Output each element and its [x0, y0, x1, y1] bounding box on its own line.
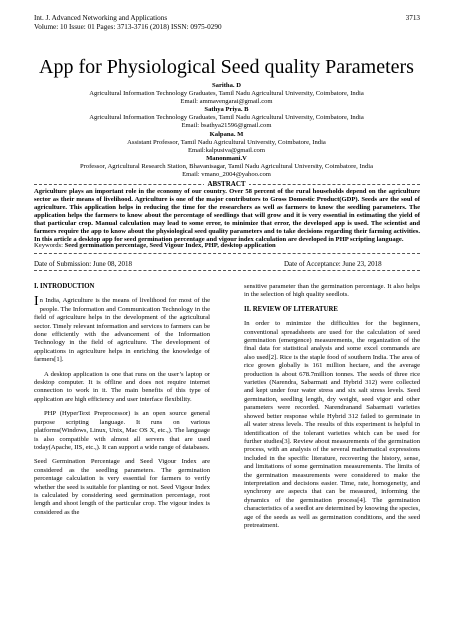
keywords [34, 242, 420, 250]
dates-top-rule [34, 253, 420, 254]
author-affiliation: Professor, Agricultural Research Station, Bhavanisagar, Tamil Nadu Agricultural University, Coimbatore, India [79, 162, 374, 170]
keywords-list: Seed germination percentage, Seed Vigour Index, PHP, desktop application [64, 242, 276, 249]
author-name: Saritha. D [212, 82, 241, 89]
right-column [244, 283, 420, 536]
paper-title: App for Physiological Seed quality Parameters [39, 56, 414, 78]
drop-cap: I [34, 294, 39, 310]
author-email: Email: ammavengarai@gmail.com [180, 98, 273, 106]
abstract-body: Agriculture plays an important role in the economy of our country. Over 58 percent of the rural households depend on the agriculture sector as their means of livelihood. Agriculture is one of the major contributors to Gross Domestic Product(GDP). Seeds are the soul of agriculture. This application helps in reducing the time for the researchers as well as farmers to know the seedling parameters. The application helps the farmers to know about the percentage of seedlings that will grow and it is very essential in estimating the yield of that particular crop. Manual calculation may lead to some error, to minimize that error, the developed app is used. The scientist and farmers require the app to know about the physiological seed quality parameters and to take decisions regarding their farming activities. In this article a desktop app for seed germination percentage and vigour index calculation are developed in PHP scripting language. [34, 188, 420, 244]
author-name: Kalpana. M [209, 130, 244, 138]
body-paragraph [34, 294, 210, 364]
author-name: Sathya Priya. B [204, 106, 249, 114]
page-number: 3713 [405, 14, 420, 22]
body-paragraph: sensitive parameter than the germination percentage. It also helps in the selection of high quality seedlots. [244, 283, 420, 299]
journal-name: Int. J. Advanced Networking and Applications [34, 14, 168, 22]
author-email: Email:kalpusiva@gmail.com [188, 146, 265, 154]
abstract-heading [0, 180, 453, 188]
author-name: Manonmani.V [206, 154, 247, 162]
author-affiliation: Assistant Professor, Tamil Nadu Agricultural University, Coimbatore, India [127, 138, 326, 146]
journal-volume: Volume: 10 Issue: 01 Pages: 3713-3716 (2018) ISSN: 0975-0290 [34, 23, 222, 31]
body-paragraph: A desktop application is one that runs on the user’s laptop or desktop computer. It is offline and does not require internet connection to work in it. The main benefits of this type of application are high efficiency and user interface flexibility. [34, 370, 210, 403]
paragraph-text: n India, Agriculture is the means of livelihood for most of the people. The Information and Communication Technology in the field of agriculture helps in the development of the agricultural sector. Timely relevant information and services to farmers can be done efficiently with the advancement of the Information Technology in the field of agriculture. The development of applications in agriculture helps in enriching the knowledge of farmers[1]. [34, 297, 210, 364]
body-paragraph: In order to minimize the difficulties for the beginners, conventional spreadsheets are used for the calculation of seed germination (emergence) measurements, the organization of the final data for statistical analysis and some excel commands are also used[2]. Rice is the staple food of southern India. The area of rice grown globally is 161 million hectare, and the average production is about 678.7million tonnes. The seeds of three rice varieties (Narendra, Sabarmati and Hybrid 312) were collected and kept under four water stress and six salt stress levels. Seed germination, seedling length, dry weight, seed vigor and other parameters were recorded. Narendranand Sabarmati varieties showed better response while Hybrid 312 failed to germinate in all water stress levels. The results of this experiment is helpful in identification of the tolerant varieties which can be used for further studies[3]. Review about measurements of the germination process, with an analysis of the several mathematical expressions included in the specific literature, recovering the history, sense, and limitations of some germination measurements. The limits of the germination measurements were considered to make the interpretation and decisions easier. Time, rate, homogeneity, and synchrony are aspects that can be measured, informing the dynamics of the germination process[4]. The germination characteristics of a seedlot are determined by knowing the species, age of the seeds as well as germination conditions, and the seed pretreatment. [244, 320, 420, 529]
author-block [20, 82, 433, 179]
submission-date: Date of Submission: June 08, 2018 [34, 260, 132, 268]
section-heading-literature: II. REVIEW OF LITERATURE [244, 305, 338, 313]
running-header [34, 14, 420, 32]
keywords-label: Keywords: [34, 242, 63, 249]
body-paragraph: Seed Germination Percentage and Seed Vigour Index are considered as the seedling parameters. The germination percentage calculation is very essential for farmers to verify whether the seed is suitable for planting or not. Seed Vigour Index is calculated by considering seed germination percentage, root length and shoot length of the particular crop. The vigour index is considered as the [34, 458, 210, 516]
left-column [34, 283, 210, 523]
acceptance-date: Date of Acceptance: June 23, 2018 [284, 260, 382, 268]
author-affiliation: Agricultural Information Technology Graduates, Tamil Nadu Agricultural University, Coimbatore, India [89, 90, 364, 98]
author-email: Email: bsathya21596@gmail.com [181, 122, 272, 130]
author-affiliation: Agricultural Information Technology Graduates, Tamil Nadu Agricultural University, Coimbatore, India [89, 114, 364, 122]
body-paragraph: PHP (HyperText Preprocessor) is an open source general purpose scripting language. It runs on various platforms(Windows, Linux, Unix, Mac OS X, etc.,). The language is also compatible with almost all servers that are used today(Apache, IIS, etc.,). It can support a wide range of databases. [34, 410, 210, 451]
section-heading-introduction: I. INTRODUCTION [34, 283, 95, 290]
dates-bottom-rule [34, 270, 420, 271]
author-email: Email: vmano_2004@yahoo.com [182, 171, 271, 179]
abstract-heading-text: ABSTRACT [204, 180, 248, 188]
dates-row [34, 260, 420, 268]
